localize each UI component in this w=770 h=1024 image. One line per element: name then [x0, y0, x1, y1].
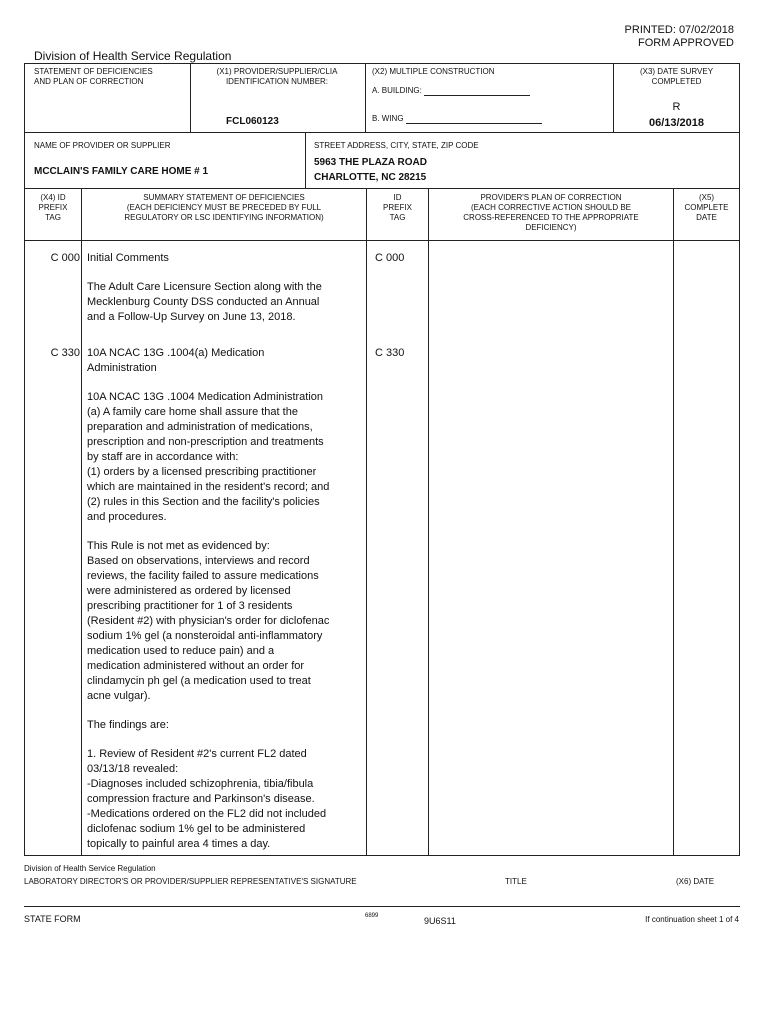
provider-name: MCCLAIN'S FAMILY CARE HOME # 1 — [34, 166, 209, 177]
x5-column-header: (X5) COMPLETE DATE — [684, 193, 729, 222]
signature-line — [24, 906, 740, 907]
x1-label: (X1) PROVIDER/SUPPLIER/CLIA IDENTIFICATION NUMBER: — [216, 67, 338, 86]
form-approved: FORM APPROVED — [638, 37, 734, 49]
wing-field[interactable] — [406, 114, 542, 124]
continuation-sheet: If continuation sheet 1 of 4 — [645, 915, 739, 924]
entry-text — [87, 346, 362, 866]
entry-id-tag: C 000 — [375, 252, 405, 264]
x3-label: (X3) DATE SURVEY COMPLETED — [639, 67, 714, 86]
entry-paragraph: Initial Comments — [87, 252, 169, 264]
building-label: A. BUILDING: — [372, 86, 530, 96]
footer-division: Division of Health Service Regulation — [24, 864, 156, 873]
entry-paragraph: The Adult Care Licensure Section along with the Mecklenburg County DSS conducted an Annual and a Follow-Up Survey on June 13, 2018. — [87, 281, 322, 323]
entry-paragraph: The findings are: — [87, 719, 169, 731]
address-label: STREET ADDRESS, CITY, STATE, ZIP CODE — [314, 141, 479, 150]
x2-label: (X2) MULTIPLE CONSTRUCTION — [372, 67, 495, 76]
provider-id-number: FCL060123 — [226, 116, 279, 127]
address-line-1: 5963 THE PLAZA ROAD — [314, 157, 427, 168]
address-line-2: CHARLOTTE, NC 28215 — [314, 172, 427, 183]
wing-label: B. WING — [372, 114, 542, 124]
entry-text — [87, 251, 362, 339]
form-top-border — [24, 63, 740, 64]
entry-tag: C 000 — [50, 252, 80, 264]
entry-paragraph: 10A NCAC 13G .1004(a) Medication Administration — [87, 347, 265, 374]
signature-label: LABORATORY DIRECTOR'S OR PROVIDER/SUPPLIER REPRESENTATIVE'S SIGNATURE — [24, 877, 357, 886]
entry-paragraph: 10A NCAC 13G .1004 Medication Administration (a) A family care home shall assure that the preparation and administration of medications, prescription and non-prescription and treatments by staff are in accordance with: (1) orders by a licensed prescribing practitioner which are maintained in the resident's record; and (2) rules in this Section and the facility's policies and procedures. — [87, 391, 330, 523]
entry-paragraph: 1. Review of Resident #2's current FL2 dated 03/13/18 revealed: -Diagnoses included schizophrenia, tibia/fibula compression fracture and Parkinson's disease. -Medications ordered on the FL2 did not included diclofenac sodium 1% gel to be administered topically to painful area 4 times a day. — [87, 748, 327, 850]
state-form-label: STATE FORM — [24, 914, 81, 924]
entry-tag: C 330 — [50, 347, 80, 359]
summary-column-header: SUMMARY STATEMENT OF DEFICIENCIES (EACH DEFICIENCY MUST BE PRECEDED BY FULL REGULATORY OR LSC IDENTIFYING INFORMATION) — [124, 193, 324, 222]
entry-id-tag: C 330 — [375, 347, 405, 359]
x4-column-header: (X4) ID PREFIX TAG — [38, 193, 68, 222]
printed-date: PRINTED: 07/02/2018 — [624, 24, 734, 36]
survey-completed-date: 06/13/2018 — [648, 117, 705, 129]
form-left-border — [24, 63, 25, 856]
provider-name-label: NAME OF PROVIDER OR SUPPLIER — [34, 141, 171, 150]
title-label: TITLE — [505, 877, 527, 886]
x6-date-label: (X6) DATE — [676, 877, 715, 886]
entry-paragraph: This Rule is not met as evidenced by: Based on observations, interviews and record reviews, the facility failed to assure medications were administered as ordered by licensed prescribing practitioner for 1 of 3 residents (Resident #2) with physician's order for diclofenac sodium 1% gel (a nonsteroidal anti-inflammatory medication used to reduce pain) and a medication administered without an order for clindamycin ph gel (a medication used to treat acne vulgar). — [87, 540, 330, 702]
survey-type-r: R — [672, 101, 681, 113]
event-id: 9U6S11 — [424, 916, 456, 926]
id-column-header: ID PREFIX TAG — [383, 193, 412, 222]
division-title: Division of Health Service Regulation — [34, 49, 232, 63]
building-field[interactable] — [424, 86, 530, 96]
form-right-border — [739, 63, 740, 856]
plan-column-header: PROVIDER'S PLAN OF CORRECTION (EACH CORRECTIVE ACTION SHOULD BE CROSS-REFERENCED TO THE APPROPRIATE DEFICIENCY) — [463, 193, 639, 232]
statement-label: STATEMENT OF DEFICIENCIES AND PLAN OF CORRECTION — [34, 67, 153, 86]
form-number: 6899 — [365, 913, 379, 919]
